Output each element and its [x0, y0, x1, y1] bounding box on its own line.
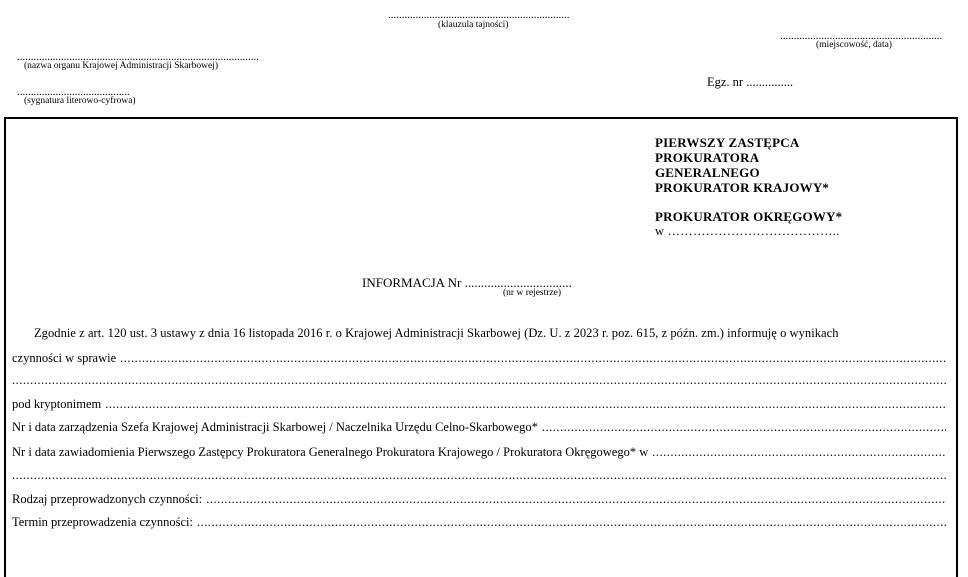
classification-clause-dots[interactable]: ..................................................................	[388, 9, 570, 21]
codename-line[interactable]	[12, 397, 946, 412]
addressee-block	[655, 135, 842, 239]
order-line[interactable]	[12, 420, 946, 435]
title-caption: (nr w rejestrze)	[503, 288, 562, 298]
signature-caption: (sygnatura literowo-cyfrowa)	[24, 96, 136, 106]
addressee-line: PROKURATORA	[655, 150, 760, 165]
case-continuation-line[interactable]	[12, 373, 946, 388]
term-line[interactable]	[12, 515, 946, 530]
term-fill[interactable]	[197, 515, 946, 530]
organ-name-caption: (nazwa organu Krajowej Administracji Skarbowej)	[24, 61, 218, 71]
copy-number[interactable]: Egz. nr ...............	[707, 75, 794, 89]
intro-paragraph: Zgodnie z art. 120 ust. 3 ustawy z dnia 16 listopada 2016 r. o Krajowej Administracji Skarbowej (Dz. U. z 2023 r. poz. 615, z późn. zm.) informuję o wynikach	[34, 326, 839, 340]
addressee-line: PROKURATOR KRAJOWY*	[655, 180, 830, 195]
notice-line[interactable]	[12, 445, 946, 460]
notice-fill[interactable]	[652, 445, 946, 460]
notice-continuation-fill[interactable]	[12, 468, 946, 483]
type-label: Rodzaj przeprowadzonych czynności:	[12, 492, 203, 506]
addressee-city[interactable]: w …………………………………..	[655, 224, 840, 238]
place-date-caption: (miejscowość, data)	[816, 40, 892, 50]
term-label: Termin przeprowadzenia czynności:	[12, 515, 193, 529]
organ-name-dots[interactable]: ........................................................................................	[17, 51, 259, 63]
addressee-line: PIERWSZY ZASTĘPCA	[655, 135, 800, 150]
type-fill[interactable]	[206, 492, 946, 507]
classification-clause-caption: (klauzula tajności)	[438, 20, 509, 30]
order-label: Nr i data zarządzenia Szefa Krajowej Administracji Skarbowej / Naczelnika Urzędu Celno-Skarbowego*	[12, 420, 538, 434]
order-fill[interactable]	[542, 420, 946, 435]
notice-label: Nr i data zawiadomienia Pierwszego Zastępcy Prokuratora Generalnego Prokuratora Krajowego / Prokuratora Okręgowego* w	[12, 445, 649, 459]
case-label: czynności w sprawie	[12, 351, 117, 365]
document-title[interactable]: INFORMACJA Nr .................................	[362, 275, 572, 290]
notice-continuation-line[interactable]	[12, 468, 946, 483]
addressee-line: PROKURATOR OKRĘGOWY*	[655, 209, 843, 224]
codename-label: pod kryptonimem	[12, 397, 102, 411]
case-continuation-fill[interactable]	[12, 373, 946, 388]
case-line[interactable]	[12, 351, 946, 366]
signature-dots[interactable]: .........................................	[17, 86, 130, 98]
codename-fill[interactable]	[105, 397, 946, 412]
type-line[interactable]	[12, 492, 946, 507]
case-fill[interactable]	[120, 351, 946, 366]
addressee-line: GENERALNEGO	[655, 165, 760, 180]
place-date-dots[interactable]: ...........................................................	[780, 30, 943, 42]
